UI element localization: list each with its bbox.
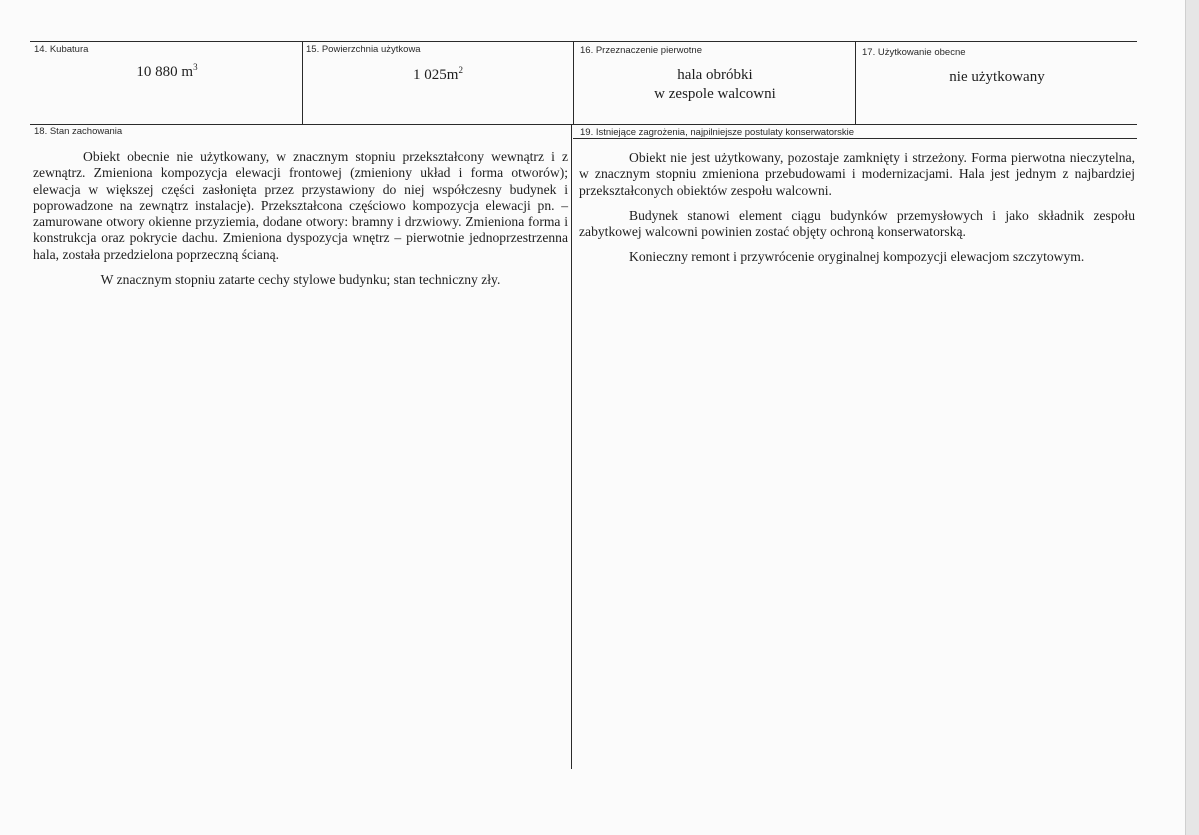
przeznaczenie-value-line2: w zespole walcowni	[654, 86, 776, 102]
scan-edge	[1186, 0, 1199, 835]
powierzchnia-value: 1 $025m^2$	[413, 65, 463, 83]
powierzchnia-label: 15. Powierzchnia użytkowa	[306, 44, 421, 55]
przeznaczenie-label: 16. Przeznaczenie pierwotne	[580, 45, 702, 56]
uzytkowanie-value: nie użytkowany	[949, 69, 1045, 85]
kubatura-value: 10 880 $m^3$	[136, 62, 198, 80]
przeznaczenie-value-line1: hala obróbki	[677, 67, 753, 83]
kubatura-label: 14. Kubatura	[34, 44, 89, 55]
zagrozenia-paragraph-1: Obiekt nie jest użytkowany, pozostaje zamknięty i strzeżony. Forma pierwotna nieczytelna, w znacznym stopniu zmieniona przebudowami i modernizacjami. Hala jest jednym z najbardziej przekształconych obiektów zespołu walcowni.	[579, 150, 1135, 198]
header-bottom-rule	[30, 124, 1137, 125]
uzytkowanie-label: 17. Użytkowanie obecne	[862, 47, 966, 58]
divider-14-15	[302, 41, 303, 125]
divider-16-17	[855, 41, 856, 125]
zagrozenia-paragraph-3: Konieczny remont i przywrócenie oryginalnej kompozycji elewacjom szczytowym.	[629, 249, 1085, 265]
zagrozenia-paragraph-2: Budynek stanowi element ciągu budynków przemysłowych i jako składnik zespołu zabytkowej walcowni powinien zostać objęty ochroną konserwatorską.	[579, 207, 1135, 240]
column-divider	[571, 124, 572, 769]
stan-zachowania-summary: W znacznym stopniu zatarte cechy stylowe budynku; stan techniczny zły.	[100, 272, 501, 288]
stan-zachowania-text	[33, 149, 568, 297]
stan-zachowania-paragraph: Obiekt obecnie nie użytkowany, w znacznym stopniu przekształcony wewnątrz i z zewnątrz. Zmieniona kompozycja elewacji frontowej (zmieniony układ i forma otworów); elewacja w większej części zasłonięta przez przystawiony do niej współczesny budynek i poprowadzone na zewnątrz instalacje). Przekształcona częściowo kompozycja elewacji pn. – zamurowane otwory okienne przyziemia, dodane otwory: bramny i drzwiowy. Zmieniona forma i konstrukcja oraz pokrycie dachu. Zmieniona dyspozycja wnętrz – pierwotnie jednoprzestrzenna hala, została przedzielona poprzeczną ścianą.	[33, 149, 568, 262]
zagrozenia-label: 19. Istniejące zagrożenia, najpilniejsze postulaty konserwatorskie	[580, 127, 855, 138]
section19-label-rule	[573, 138, 1137, 139]
divider-15-16	[573, 41, 574, 125]
zagrozenia-text	[579, 150, 1135, 275]
top-rule	[30, 41, 1137, 42]
stan-zachowania-label: 18. Stan zachowania	[34, 126, 123, 137]
